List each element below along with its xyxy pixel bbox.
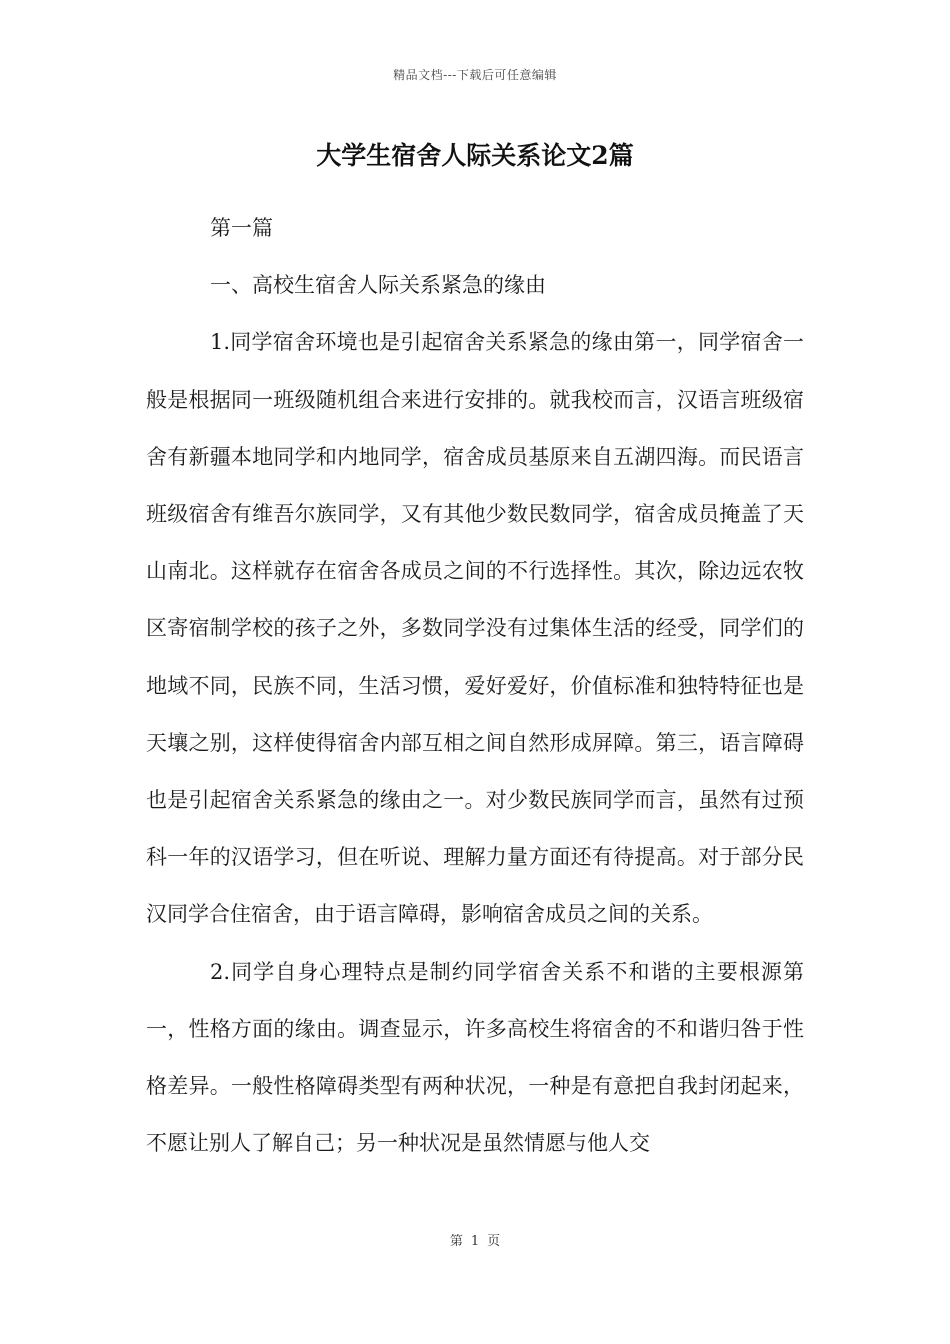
- page-header: 精品文档---下载后可任意编辑: [393, 68, 557, 82]
- body-paragraph-2: 2.同学自身心理特点是制约同学宿舍关系不和谐的主要根源第一，性格方面的缘由。调查显示，许多高校生将宿舍的不和谐归咎于性格差异。一般性格障碍类型有两种状况，一种是有意把自我封闭起来，不愿让别人了解自己；另一种状况是虽然情愿与他人交: [146, 959, 804, 1156]
- body-paragraph-1: 1.同学宿舍环境也是引起宿舍关系紧急的缘由第一，同学宿舍一般是根据同一班级随机组合来进行安排的。就我校而言，汉语言班级宿舍有新疆本地同学和内地同学，宿舍成员基原来自五湖四海。而民语言班级宿舍有维吾尔族同学，又有其他少数民数同学，宿舍成员掩盖了天山南北。这样就存在宿舍各成员之间的不行选择性。其次，除边远农牧区寄宿制学校的孩子之外，多数同学没有过集体生活的经受，同学们的地域不同，民族不同，生活习惯，爱好爱好，价值标准和独特特征也是天壤之别，这样使得宿舍内部互相之间自然形成屏障。第三，语言障碍也是引起宿舍关系紧急的缘由之一。对少数民族同学而言，虽然有过预科一年的汉语学习，但在听说、理解力量方面还有待提高。对于部分民汉同学合住宿舍，由于语言障碍，影响宿舍成员之间的关系。: [146, 330, 804, 927]
- page-number-prefix: 第: [449, 1234, 463, 1249]
- document-title: 大学生宿舍人际关系论文2篇: [316, 141, 634, 170]
- part-label: 第一篇: [210, 216, 273, 240]
- document-body: [146, 200, 804, 1172]
- section-heading: 一、高校生宿舍人际关系紧急的缘由: [210, 273, 546, 298]
- page-footer: [0, 1230, 950, 1249]
- page-number: 1: [470, 1234, 480, 1249]
- page-number-suffix: 页: [487, 1234, 501, 1249]
